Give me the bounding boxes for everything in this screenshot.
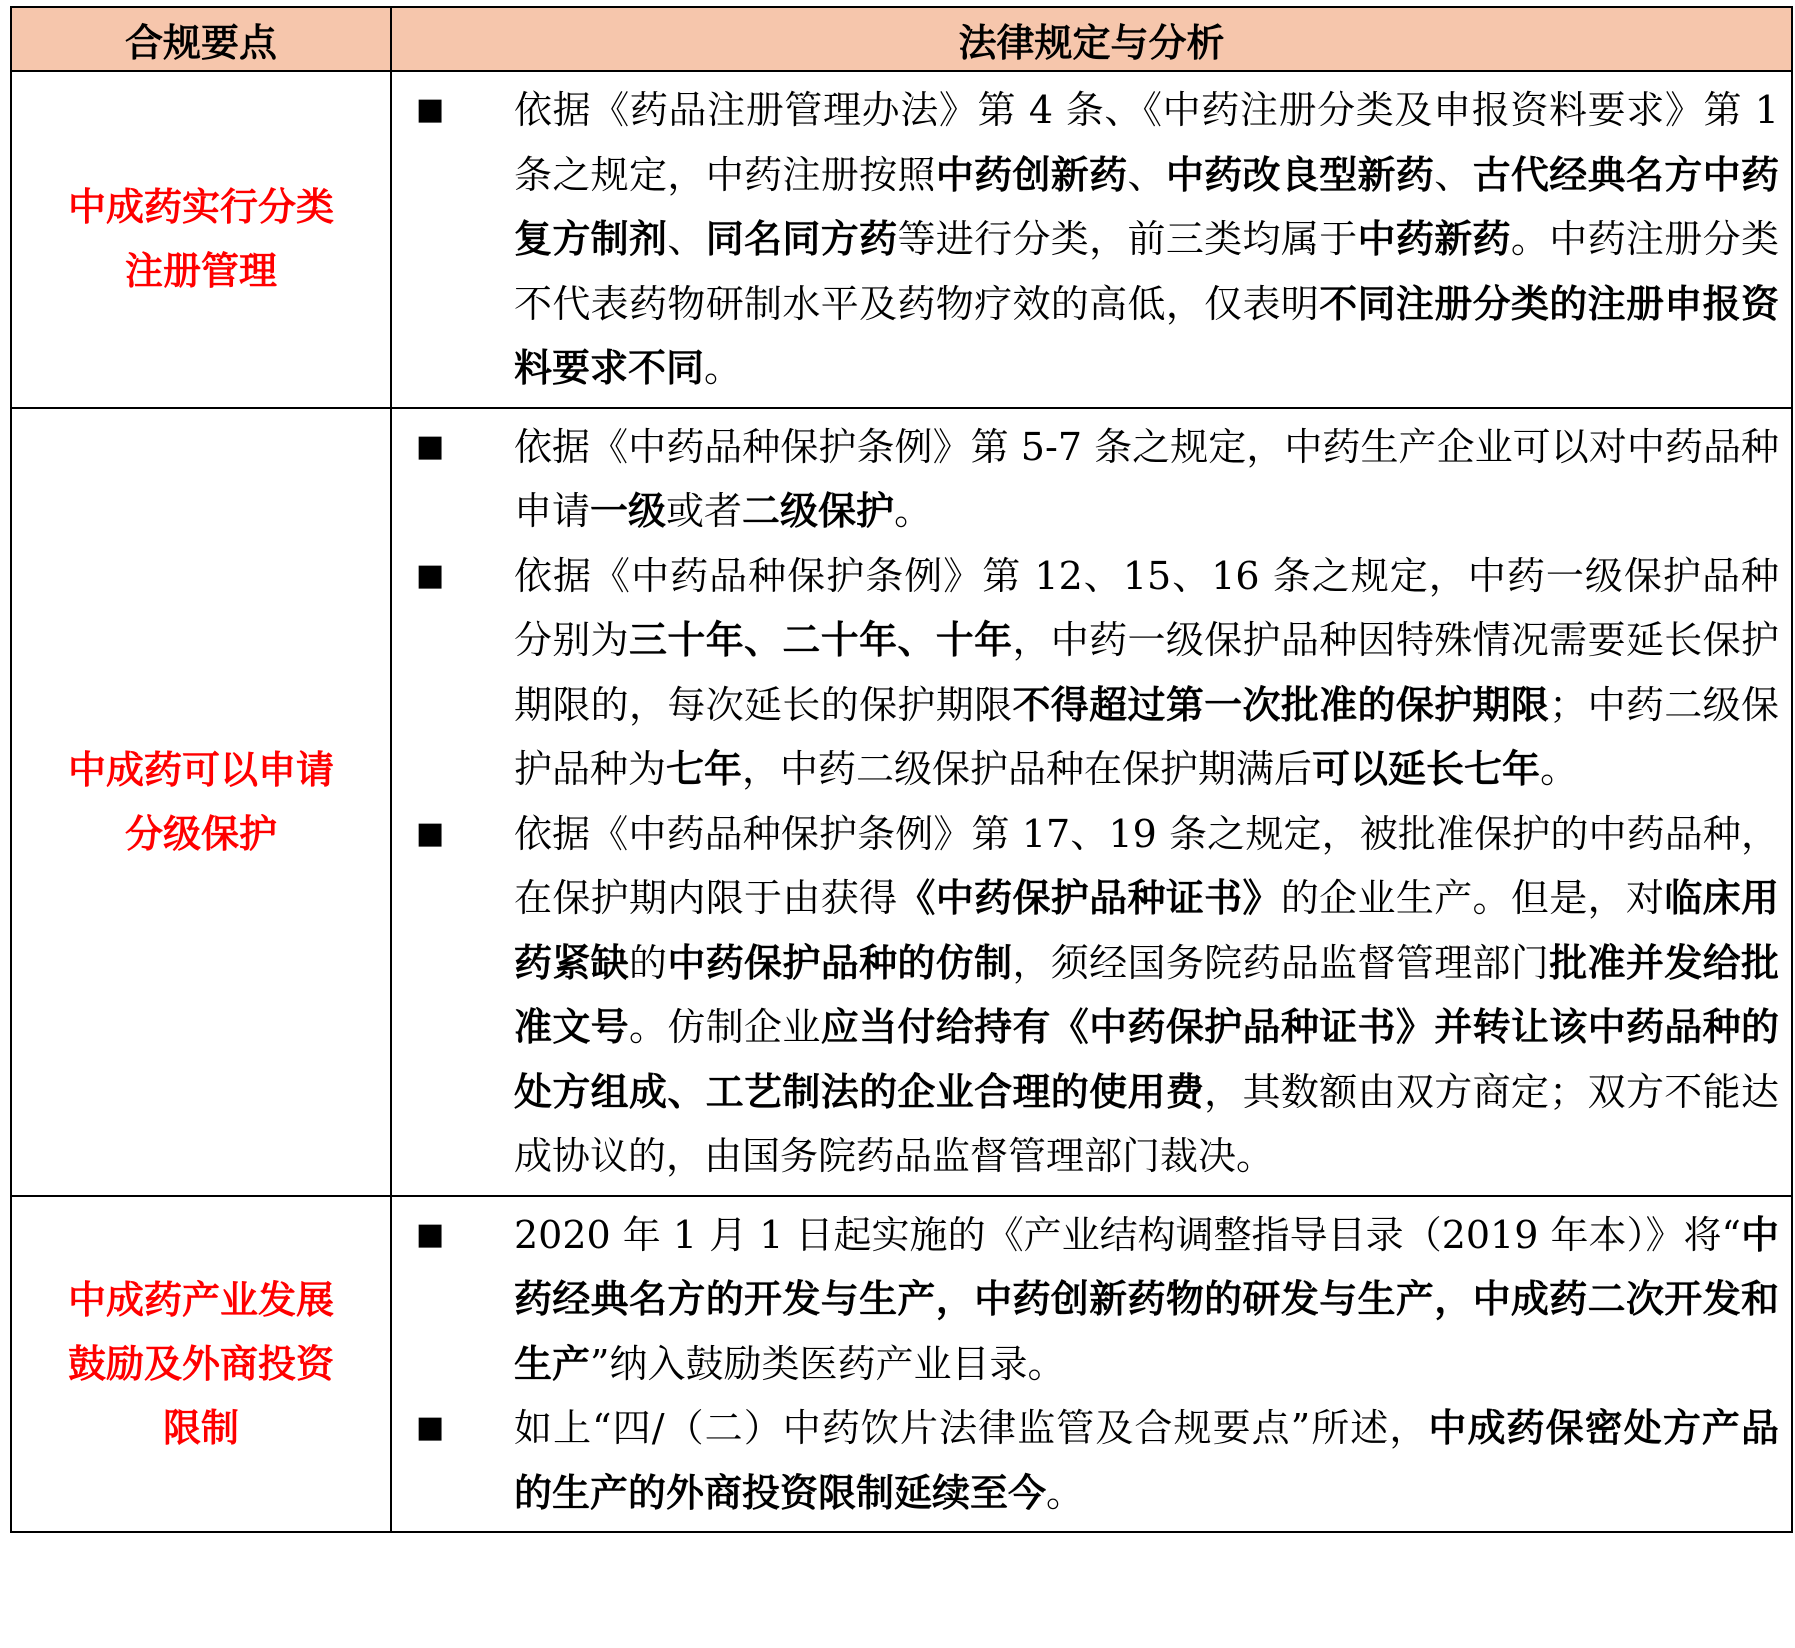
body-text: 依据《中药品种保护条例》第 17、19 条之规定，被批准保护的中药品种，在保护期内限于由获得	[514, 811, 1779, 920]
emphasis-text: 临床用药紧缺	[514, 875, 1779, 985]
table-row	[11, 71, 1792, 408]
compliance-point-line: 中成药实行分类	[67, 184, 334, 230]
square-bullet-icon: ■	[416, 557, 445, 593]
body-text: 。	[1540, 747, 1579, 791]
table-row	[11, 408, 1792, 1196]
list-item-text	[514, 1396, 1779, 1525]
body-text: 。仿制企业	[629, 1005, 821, 1049]
body-text: ，其数额由双方商定；双方不能达成协议的，由国务院药品监督管理部门裁决。	[514, 1069, 1779, 1178]
body-text: ；中药二级保护品种为	[514, 682, 1779, 791]
emphasis-text: 同名同方药	[705, 216, 898, 261]
compliance-table	[10, 6, 1793, 1533]
list-item-text	[514, 544, 1779, 802]
emphasis-text: 不同注册分类的注册申报资料要求不同	[514, 280, 1779, 390]
body-text: ，中药二级保护品种在保护期满后	[742, 747, 1313, 791]
emphasis-text: 中成药保密处方产品的生产的外商投资限制延续至今	[514, 1405, 1779, 1515]
square-bullet-icon: ■	[416, 92, 445, 127]
emphasis-text: 三十年、二十年、十年	[629, 617, 1013, 662]
list-item-text	[514, 78, 1779, 401]
body-text: 。中药注册分类不代表药物研制水平及药物疗效的高低，仅表明	[514, 217, 1779, 326]
emphasis-text: 《中药保护品种证书》	[897, 875, 1281, 920]
compliance-point-line: 限制	[162, 1404, 239, 1450]
list-item-text	[514, 802, 1779, 1189]
emphasis-text: 中药创新药	[935, 151, 1128, 197]
legal-analysis-cell	[391, 408, 1792, 1196]
body-text: ，中药一级保护品种因特殊情况需要延长保护期限的，每次延长的保护期限	[514, 618, 1779, 727]
emphasis-text: 中药经典名方的开发与生产，中药创新药物的研发与生产，中成药二次开发和生产	[514, 1211, 1779, 1386]
compliance-point-cell	[11, 71, 391, 408]
emphasis-text: 二级保护	[742, 488, 895, 533]
list-item-text	[514, 1203, 1779, 1397]
body-text: 。	[894, 489, 933, 533]
body-text: ，须经国务院药品监督管理部门	[1012, 940, 1550, 985]
compliance-point-cell	[11, 1196, 391, 1533]
body-text: 、	[1127, 152, 1166, 197]
body-text: 依据《中药品种保护条例》第 5-7 条之规定，中药生产企业可以对中药品种申请	[514, 424, 1779, 533]
square-bullet-icon: ■	[416, 428, 445, 464]
table-header-row	[11, 7, 1792, 71]
body-text: 、	[1434, 152, 1473, 197]
list-item-text	[514, 415, 1779, 544]
body-text: 2020 年 1 月 1 日起实施的《产业结构调整指导目录（2019 年本）》将“	[514, 1212, 1741, 1257]
list-item	[404, 415, 1779, 544]
body-text: 。	[1046, 1470, 1085, 1515]
emphasis-text: 批准并发给批准文号	[514, 939, 1779, 1049]
body-text: 或者	[666, 489, 743, 533]
compliance-point-line: 鼓励及外商投资	[67, 1340, 334, 1386]
emphasis-text: 中药改良型新药	[1165, 151, 1435, 197]
compliance-point-cell	[11, 408, 391, 1196]
body-text: 依据《中药品种保护条例》第 12、15、16 条之规定，中药一级保护品种分别为	[514, 553, 1779, 662]
compliance-point-line: 注册管理	[124, 248, 277, 294]
emphasis-text: 可以延长七年	[1312, 746, 1541, 791]
list-item	[404, 802, 1779, 1189]
body-text: 如上“四/（二）中药饮片法律监管及合规要点”所述，	[514, 1406, 1429, 1450]
body-text: 。	[704, 346, 743, 390]
legal-analysis-cell	[391, 71, 1792, 408]
body-text: 、	[667, 217, 706, 261]
table-body	[11, 71, 1792, 1532]
compliance-point-line: 中成药产业发展	[67, 1276, 334, 1322]
square-bullet-icon: ■	[416, 815, 445, 851]
emphasis-text: 中药新药	[1357, 216, 1511, 261]
list-item	[404, 1203, 1779, 1397]
header-compliance-point: 合规要点	[11, 7, 391, 71]
emphasis-text: 七年	[666, 746, 743, 791]
emphasis-text: 不得超过第一次批准的保护期限	[1012, 681, 1550, 727]
legal-analysis-cell	[391, 1196, 1792, 1533]
emphasis-text: 中药保护品种的仿制	[667, 939, 1013, 985]
square-bullet-icon: ■	[416, 1216, 445, 1252]
emphasis-text: 一级	[590, 488, 667, 533]
compliance-point-line: 中成药可以申请	[67, 746, 334, 792]
body-text: 等进行分类，前三类均属于	[897, 217, 1358, 261]
body-text: 的企业生产。但是，对	[1280, 876, 1665, 920]
body-text: 依据《药品注册管理办法》第 4 条、《中药注册分类及申报资料要求》第 1 条之规定，中药注册按照	[514, 88, 1779, 197]
body-text: 的	[629, 940, 668, 985]
table-row	[11, 1196, 1792, 1533]
emphasis-text: 应当付给持有《中药保护品种证书》并转让该中药品种的处方组成、工艺制法的企业合理的使用费	[514, 1004, 1779, 1114]
list-item	[404, 1396, 1779, 1525]
header-legal-analysis: 法律规定与分析	[391, 7, 1792, 71]
body-text: ”纳入鼓励类医药产业目录。	[590, 1341, 1066, 1386]
list-item	[404, 78, 1779, 401]
square-bullet-icon: ■	[416, 1410, 445, 1445]
compliance-point-line: 分级保护	[124, 810, 277, 856]
list-item	[404, 544, 1779, 802]
emphasis-text: 古代经典名方中药复方制剂	[514, 151, 1779, 261]
